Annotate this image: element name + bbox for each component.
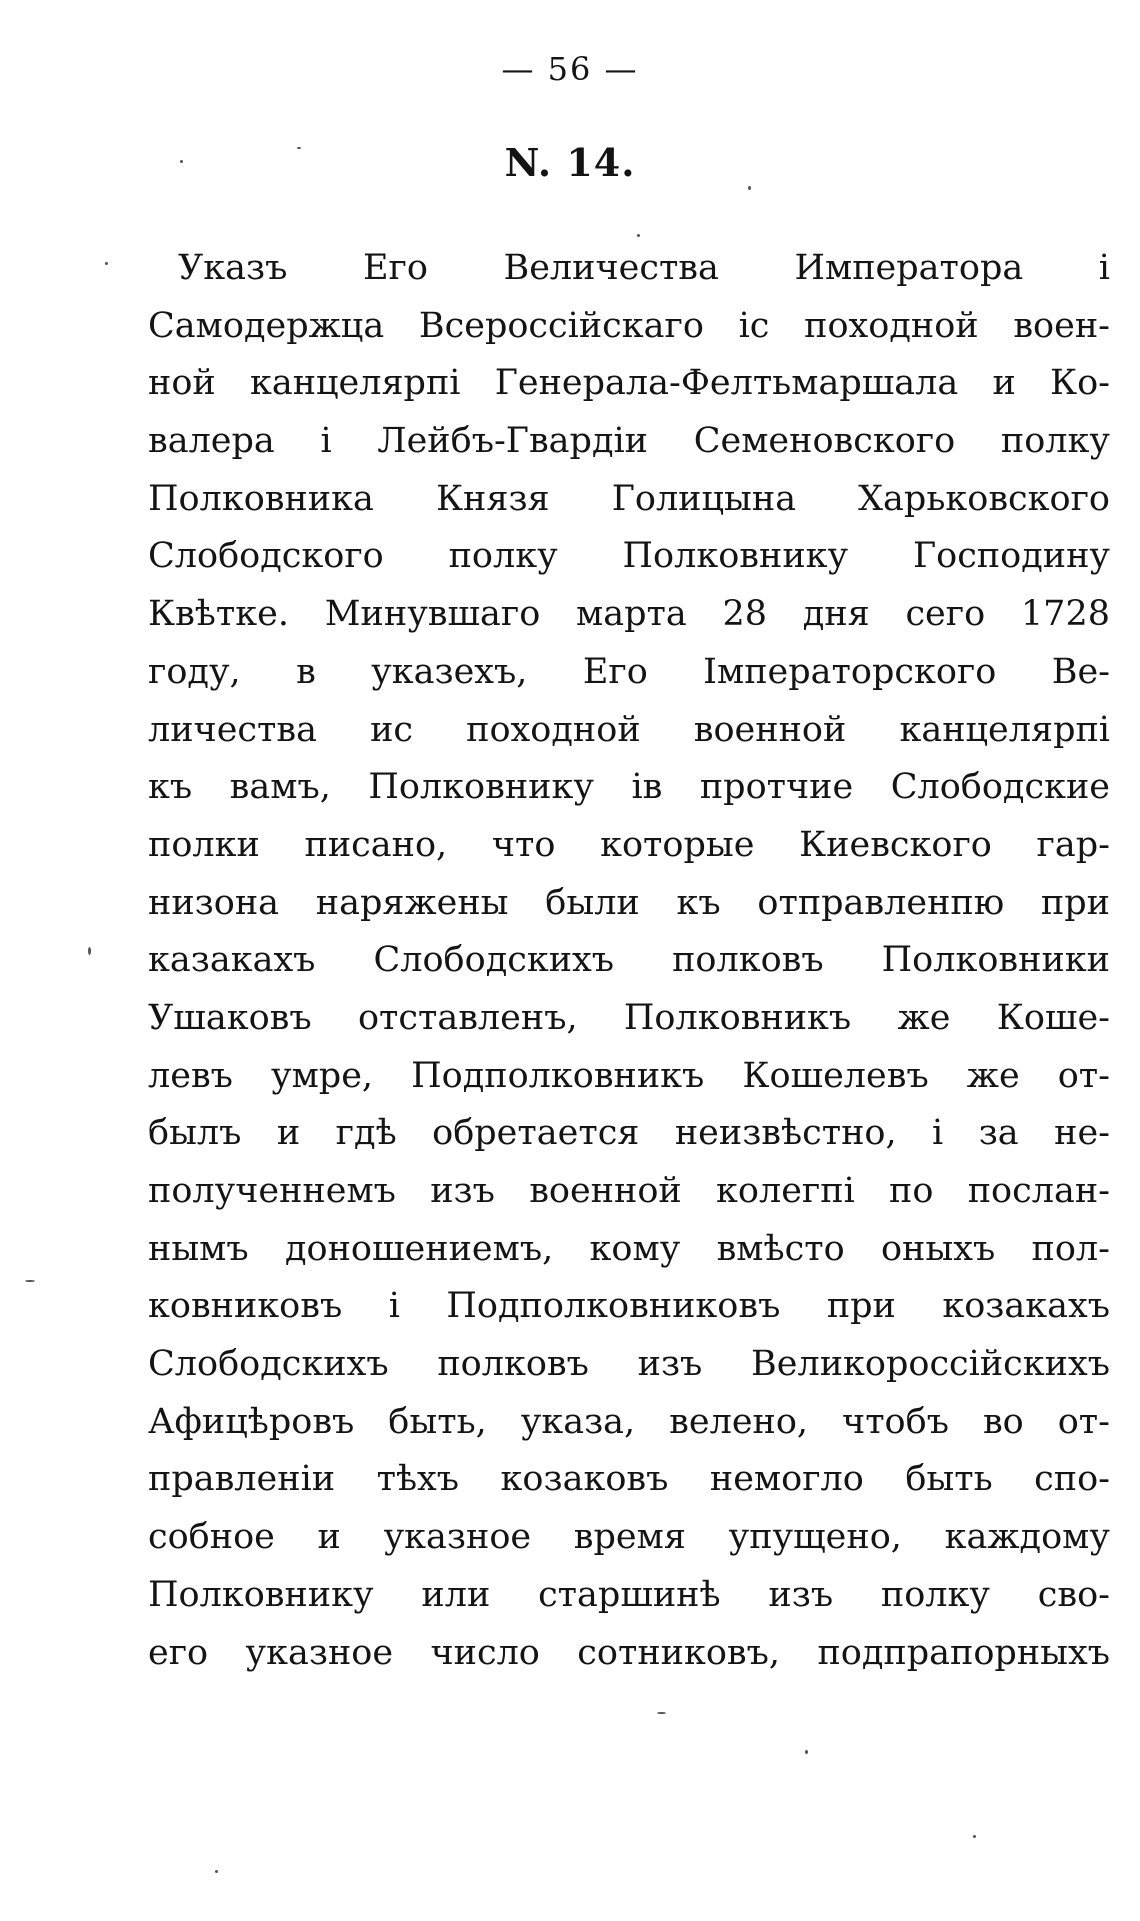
text-line: былъ и гдѣ обретается неизвѣстно, і за не-: [148, 1113, 1110, 1154]
text-line: Слободскихъ полковъ изъ Великороссійскихъ: [148, 1344, 1110, 1385]
text-line: собное и указное время упущено, каждому: [148, 1517, 1110, 1558]
scan-speck: [105, 262, 108, 265]
scan-speck: [215, 1870, 218, 1873]
text-line: его указное число сотниковъ, подпрапорныхъ: [148, 1632, 1110, 1673]
scan-speck: [805, 1750, 808, 1754]
text-line: личества ис походной военной канцелярпі: [148, 709, 1110, 750]
scan-speck: [973, 1835, 976, 1838]
text-line: валера і Лейбъ-Гвардіи Семеновского полку: [148, 421, 1110, 462]
text-line: правленіи тѣхъ козаковъ немогло быть спо-: [148, 1459, 1110, 1500]
text-line: Самодержца Всероссійскаго іс походной воен-: [148, 305, 1110, 346]
text-line: полученнемъ изъ военной колегпі по послан-: [148, 1171, 1110, 1211]
scan-speck: [748, 186, 751, 190]
text-line: Полковнику или старшинѣ изъ полку сво-: [148, 1574, 1110, 1615]
scan-speck: [657, 1712, 666, 1714]
text-line: казакахъ Слободскихъ полковъ Полковники: [148, 940, 1110, 981]
text-line: Указъ Его Величества Императора і: [178, 248, 1110, 288]
scan-speck: [297, 147, 301, 149]
scan-speck: [180, 160, 183, 163]
text-line: низона наряжены были къ отправленпю при: [148, 882, 1110, 923]
text-line: къ вамъ, Полковнику ів протчие Слободские: [148, 767, 1110, 808]
text-line: ной канцелярпі Генерала-Фелтьмаршала и Ко-: [148, 363, 1110, 404]
text-line: Полковника Князя Голицына Харьковского: [148, 478, 1110, 519]
scan-speck: [25, 1280, 35, 1282]
document-body: [148, 240, 1110, 1682]
text-line: Слободского полку Полковнику Господину: [148, 536, 1110, 577]
text-line: левъ умре, Подполковникъ Кошелевъ же от-: [148, 1055, 1110, 1096]
text-line: Афицѣровъ быть, указа, велено, чтобъ во от-: [148, 1401, 1110, 1442]
text-line: Квѣтке. Минувшаго марта 28 дня сего 1728: [148, 594, 1110, 635]
text-line: нымъ доношениемъ, кому вмѣсто оныхъ пол-: [148, 1228, 1110, 1269]
scan-speck: [88, 947, 91, 955]
scan-speck: [637, 234, 640, 237]
text-line: ковниковъ і Подполковниковъ при козакахъ: [148, 1286, 1110, 1327]
text-line: Ушаковъ отставленъ, Полковникъ же Коше-: [148, 997, 1110, 1038]
text-line: полки писано, что которые Киевского гар-: [148, 824, 1110, 865]
text-line: году, в указехъ, Его Імператорского Ве-: [148, 651, 1110, 692]
document-number: N. 14.: [504, 140, 636, 185]
page-number: — 56 —: [501, 50, 639, 88]
